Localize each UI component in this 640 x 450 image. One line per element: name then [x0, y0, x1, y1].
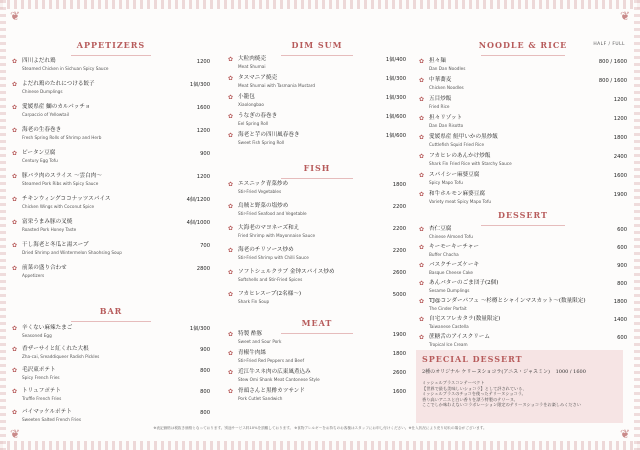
menu-item	[228, 388, 406, 402]
menu-item	[419, 298, 627, 312]
decorative-border-right	[634, 0, 640, 450]
item-name-jp: タスマニア焼売	[238, 75, 278, 81]
item-name-en: Dried Shrimp and Wintermelon Shaohsing Soup	[22, 250, 122, 255]
item-name-jp: 五目炒飯	[429, 96, 452, 102]
lotus-flower-icon: ✿	[228, 75, 234, 82]
corner-ornament-icon: ❦	[619, 9, 630, 23]
menu-item	[228, 113, 406, 127]
section-title: BAR	[99, 306, 123, 316]
right-column	[419, 28, 627, 348]
item-name-jp: 大海老のマヨネーズ和え	[238, 225, 300, 231]
lotus-flower-icon: ✿	[419, 58, 425, 65]
menu-item	[12, 367, 210, 381]
item-name-jp: 愛媛県産 鰤のカルパッチョ	[22, 104, 91, 110]
item-price: 4個/1200	[186, 197, 210, 203]
item-price: 600	[617, 335, 627, 341]
item-price: 5000	[392, 292, 406, 298]
menu-item	[12, 265, 210, 279]
item-name-en: Buffer Chacha	[429, 252, 459, 257]
lotus-flower-icon: ✿	[419, 262, 425, 269]
item-price: 1400	[613, 317, 627, 323]
menu-item	[12, 104, 210, 118]
menu-item	[228, 132, 406, 146]
item-name-en: Fresh Spring Rolls of Shrimp and Herb	[22, 135, 102, 140]
item-name-en: Sesame Dumplings	[429, 288, 470, 293]
lotus-flower-icon: ✿	[419, 115, 425, 122]
item-name-jp: 大粒肉焼売	[238, 56, 266, 62]
section-title: DESSERT	[498, 210, 548, 220]
item-name-en: Zha-cai, Sreaddiqueer Radish Pickles	[22, 354, 100, 359]
menu-item	[228, 350, 406, 364]
description-line: ここでしか味わえないコラボレーション限定のテリーヌショコラをお楽しみください	[422, 402, 581, 408]
menu-item	[12, 173, 210, 187]
item-name-jp: 骨頭さんと黒酢カツサンド	[238, 388, 305, 394]
description-line: ミッシェルブラスコンテーベクト	[422, 380, 485, 385]
item-price: 900	[200, 347, 210, 353]
item-name-en: Stir-Fried Red Peppers and Beef	[238, 358, 305, 363]
section-divider	[12, 318, 210, 324]
section-title: MEAT	[301, 318, 333, 328]
item-price: 800 / 1600	[598, 59, 627, 65]
menu-item	[228, 369, 406, 383]
item-price: 600	[617, 227, 627, 233]
footer-note: ※表記価格は税抜き価格となっております。別途サービス料10%を頂戴しております。 ※食物アレルギーをお持ちのお客様はスタッフにお申し付けください。※仕入状況により売り切れの場合がございます。	[153, 426, 487, 430]
item-price: 800	[200, 368, 210, 374]
item-name-en: Variety meat Spicy Mapo Tofu	[429, 199, 492, 204]
lotus-flower-icon: ✿	[12, 58, 18, 65]
menu-item	[12, 325, 210, 339]
item-price: 1個/300	[385, 76, 406, 82]
special-dessert-box	[416, 350, 623, 423]
item-price: 2200	[392, 248, 406, 254]
lotus-flower-icon: ✿	[419, 134, 425, 141]
item-name-jp: 青椒牛肉絲	[238, 350, 266, 356]
menu-item	[228, 225, 406, 239]
item-price: 1900	[613, 192, 627, 198]
lotus-flower-icon: ✿	[228, 291, 234, 298]
item-price: 800	[617, 281, 627, 287]
middle-column	[228, 28, 406, 428]
item-name-jp: 前菜の盛り合わせ	[22, 265, 67, 271]
item-name-jp: 中華蕎麦	[429, 77, 452, 83]
item-price: 1800	[613, 299, 627, 305]
lotus-flower-icon: ✿	[228, 113, 234, 120]
item-name-jp: 辛くない麻辣たまご	[22, 325, 73, 331]
item-name-en: Steamed Chicken in Sichuan Spicy Sauce	[22, 66, 109, 71]
decorative-border-bottom	[0, 441, 640, 450]
item-price: 700	[200, 243, 210, 249]
item-name-en: Pork Cutlet Sandwich	[238, 396, 283, 401]
item-name-en: Chinese Dumplings	[22, 89, 63, 94]
item-name-en: Meat Shumai	[238, 64, 266, 69]
item-name-en: Stew Omi Shank Meat Cantonese Style	[238, 377, 320, 382]
item-name-jp: チキンウィングココナッツスパイス	[22, 196, 111, 202]
item-price: 1個/400	[385, 57, 406, 63]
menu-item	[419, 262, 627, 276]
description-line: 【世界で最も美味しいショコラ】として評されている、	[422, 385, 527, 391]
menu-item	[12, 150, 210, 164]
item-price: 1800	[392, 351, 406, 357]
menu-item	[419, 244, 627, 258]
section-title: FISH	[303, 163, 331, 173]
lotus-flower-icon: ✿	[228, 247, 234, 254]
lotus-flower-icon: ✿	[228, 56, 234, 63]
item-name-jp: 担々リゾット	[429, 115, 463, 121]
lotus-flower-icon: ✿	[12, 150, 18, 157]
section-title: APPETIZERS	[76, 40, 146, 50]
lotus-flower-icon: ✿	[228, 94, 234, 101]
menu-item	[419, 77, 627, 91]
item-name-en: Stir-Fried Shrimp with Chilli Sauce	[238, 255, 309, 260]
lotus-flower-icon: ✿	[228, 269, 234, 276]
lotus-flower-icon: ✿	[228, 132, 234, 139]
item-price: 2600	[392, 370, 406, 376]
lotus-flower-icon: ✿	[12, 265, 18, 272]
special-dessert-title: SPECIAL DESSERT	[422, 354, 523, 364]
item-price: 800	[200, 410, 210, 416]
lotus-flower-icon: ✿	[228, 181, 234, 188]
item-price: 1200	[196, 174, 210, 180]
lotus-flower-icon: ✿	[228, 331, 234, 338]
item-name-jp: 杏仁豆腐	[429, 226, 452, 232]
item-name-en: Truffle French Fries	[22, 396, 62, 401]
item-name-jp: 和牛ホルモン麻婆豆腐	[429, 191, 485, 197]
item-price: 900	[200, 151, 210, 157]
item-name-en: Shark Fin Soup	[238, 299, 270, 304]
item-price: 900	[617, 263, 627, 269]
item-name-en: Fried Rice	[429, 104, 450, 109]
item-price: 1個/300	[189, 326, 210, 332]
item-name-jp: スパイシー麻婆豆腐	[429, 172, 480, 178]
menu-item	[12, 58, 210, 72]
item-name-jp: 海老と芋の四川風春巻き	[238, 132, 300, 138]
item-name-en: Appetizers	[22, 273, 45, 278]
item-name-en: Softshells and Stir-Fried Spices	[238, 277, 303, 282]
item-name-jp: 烏賊と野菜の塩炒め	[238, 203, 289, 209]
menu-item	[419, 115, 627, 129]
menu-item	[228, 181, 406, 195]
lotus-flower-icon: ✿	[419, 96, 425, 103]
description-line: 香り高いアニスと白い香りを漂う特製のテリーヌ。	[422, 396, 518, 402]
lotus-flower-icon: ✿	[419, 77, 425, 84]
lotus-flower-icon: ✿	[12, 81, 18, 88]
item-price: 1200	[196, 128, 210, 134]
menu-item	[419, 316, 627, 330]
menu-item	[419, 226, 627, 240]
item-name-jp: パイマッケルポテト	[22, 409, 72, 415]
item-price: 1200	[196, 59, 210, 65]
item-name-en: Spicy Mapo Tofu	[429, 180, 463, 185]
lotus-flower-icon: ✿	[419, 298, 425, 305]
item-name-jp: 毛沢東ポテト	[22, 367, 56, 373]
lotus-flower-icon: ✿	[12, 219, 18, 226]
left-column	[12, 28, 210, 428]
lotus-flower-icon: ✿	[12, 409, 18, 416]
lotus-flower-icon: ✿	[419, 334, 425, 341]
item-name-jp: 干し海老と冬瓜と湯スープ	[22, 242, 89, 248]
menu-item	[12, 346, 210, 360]
corner-ornament-icon: ❦	[619, 427, 630, 441]
item-name-en: Century Egg Tofu	[22, 158, 58, 163]
item-name-en: Dan Dan Risotto	[429, 123, 464, 128]
item-price: 800 / 1600	[598, 78, 627, 84]
item-price: 1600	[392, 389, 406, 395]
menu-item	[228, 203, 406, 217]
lotus-flower-icon: ✿	[419, 153, 425, 160]
item-name-jp: TJ@コンダーパフェ 〜杉樽とシャインマスカット〜(数量限定)	[429, 298, 586, 304]
item-name-en: Steamed Pork Ribs with Spicy Sauce	[22, 181, 99, 186]
decorative-border-top	[0, 0, 640, 9]
item-price: 1200	[613, 116, 627, 122]
item-name-jp: 海老の生春巻き	[22, 127, 62, 133]
menu-item	[228, 94, 406, 108]
item-name-jp: トリュフポテト	[22, 388, 61, 394]
item-name-jp: 小籠包	[238, 94, 255, 100]
menu-item	[12, 242, 210, 256]
item-name-en: Fried Shrimp with Mayonnaise Sauce	[238, 233, 316, 238]
menu-item	[228, 331, 406, 345]
item-name-jp: 愛媛県産 鮭甲いかの黒炒飯	[429, 134, 498, 140]
item-name-en: Sweet Fish Spring Roll	[238, 140, 285, 145]
lotus-flower-icon: ✿	[419, 226, 425, 233]
lotus-flower-icon: ✿	[228, 350, 234, 357]
menu-item	[12, 219, 210, 233]
special-dessert-description	[422, 380, 617, 408]
item-price: 2400	[613, 154, 627, 160]
corner-ornament-icon: ❦	[10, 427, 21, 441]
lotus-flower-icon: ✿	[12, 127, 18, 134]
item-price: 1800	[392, 182, 406, 188]
item-name-jp: 自宅スフレカタラ(数量限定)	[429, 316, 501, 322]
item-name-jp: うなぎの春巻き	[238, 113, 278, 119]
item-price: 2200	[392, 204, 406, 210]
menu-item	[228, 269, 406, 283]
lotus-flower-icon: ✿	[228, 225, 234, 232]
item-price: 4個/1000	[186, 220, 210, 226]
menu-item	[12, 81, 210, 95]
special-dessert-name: 2種のオリジナル ケリーヌショコラ(アニス・ジャスミン)	[422, 369, 550, 375]
item-name-en: Shark Fin Fried Rice with Starchy Sauce	[429, 161, 512, 166]
item-price: 1個/300	[189, 82, 210, 88]
lotus-flower-icon: ✿	[12, 367, 18, 374]
menu-item	[419, 191, 627, 205]
menu-item	[12, 127, 210, 141]
lotus-flower-icon: ✿	[12, 242, 18, 249]
menu-item	[419, 58, 627, 72]
lotus-flower-icon: ✿	[12, 325, 18, 332]
item-price: 1個/300	[385, 95, 406, 101]
lotus-flower-icon: ✿	[12, 346, 18, 353]
lotus-flower-icon: ✿	[419, 191, 425, 198]
item-name-jp: ソフトシェルクラブ 金钟スパイス炒め	[238, 269, 335, 275]
menu-item	[228, 291, 406, 305]
lotus-flower-icon: ✿	[12, 196, 18, 203]
menu-item	[12, 409, 210, 423]
item-name-en: Roasted Pork Honey Taste	[22, 227, 77, 232]
item-name-jp: 香ザーサイと紅くれた大根	[22, 346, 89, 352]
item-name-jp: エスニック青菜炒め	[238, 181, 289, 187]
item-name-en: Basque Cheese Cake	[429, 270, 474, 275]
menu-item	[419, 334, 627, 348]
item-name-en: Meat Shumai with Tasmania Mustard	[238, 83, 315, 88]
menu-item	[419, 172, 627, 186]
item-name-jp: 海老のチリソース炒め	[238, 247, 294, 253]
lotus-flower-icon: ✿	[419, 316, 425, 323]
item-name-jp: 特製 酢豚	[238, 331, 263, 337]
lotus-flower-icon: ✿	[12, 388, 18, 395]
menu-item	[228, 56, 406, 70]
item-name-jp: 近江牛スネ肉の広東風煮込み	[238, 369, 311, 375]
item-name-en: Stir-Fried Vegetables	[238, 189, 282, 194]
item-name-en: Carpaccio of Yellowtail	[22, 112, 69, 117]
item-name-jp: あんバターのごま団子(2個)	[429, 280, 499, 286]
section-title: DIM SUM	[291, 40, 343, 50]
item-name-en: Eel Spring Roll	[238, 121, 269, 126]
item-name-en: Xiaolongbao	[238, 102, 264, 107]
menu-item	[419, 96, 627, 110]
menu-item	[419, 134, 627, 148]
item-name-jp: キーモーキーチャー	[429, 244, 479, 250]
menu-item	[12, 388, 210, 402]
menu-item	[419, 153, 627, 167]
item-price: 1800	[613, 135, 627, 141]
item-price: 1200	[613, 97, 627, 103]
menu-item	[12, 196, 210, 210]
item-price: 1600	[613, 173, 627, 179]
item-name-jp: 豚バラ肉のスライス 〜雲白肉〜	[22, 173, 102, 179]
special-dessert-price: 1000 / 1600	[555, 369, 586, 375]
description-line: ミッシェルブラスのチョコを使ったテリーヌショコラ。	[422, 391, 526, 397]
item-name-jp: ピータン豆腐	[22, 150, 56, 156]
item-name-en: Stir-Fried Seafood and Vegetable	[238, 211, 307, 216]
lotus-flower-icon: ✿	[228, 388, 234, 395]
item-name-jp: 富栄うまみ豚の叉焼	[22, 219, 73, 225]
item-name-en: Seasoned Egg	[22, 333, 52, 338]
menu-item	[228, 75, 406, 89]
lotus-flower-icon: ✿	[419, 172, 425, 179]
item-price: 800	[200, 389, 210, 395]
lotus-flower-icon: ✿	[12, 104, 18, 111]
item-name-en: Sweet and Sour Pork	[238, 339, 282, 344]
item-name-en: Cuttlefish Squid Fried Rice	[429, 142, 485, 147]
item-name-en: Chinese Almond Tofu	[429, 234, 473, 239]
corner-ornament-icon: ❦	[10, 9, 21, 23]
lotus-flower-icon: ✿	[12, 173, 18, 180]
menu-item	[419, 280, 627, 294]
item-name-en: The Cinder Parfait	[429, 306, 467, 311]
lotus-flower-icon: ✿	[419, 244, 425, 251]
item-price: 1900	[392, 332, 406, 338]
item-name-jp: バスクチーズケーキ	[429, 262, 480, 268]
item-name-jp: 担々麺	[429, 58, 446, 64]
section-title: NOODLE & RICE	[478, 40, 568, 50]
item-name-jp: フカヒレのあんかけ炒飯	[429, 153, 491, 159]
item-price: 1600	[196, 105, 210, 111]
item-price: 2600	[392, 270, 406, 276]
item-name-en: Chicken Wings with Coconut Spice	[22, 204, 95, 209]
lotus-flower-icon: ✿	[419, 280, 425, 287]
item-name-jp: よだれ鶏のたれにつける餃子	[22, 81, 95, 87]
half-full-label: HALF / FULL	[593, 42, 625, 47]
item-price: 600	[617, 245, 627, 251]
decorative-border-left	[0, 0, 6, 450]
item-name-en: Sweeten Salted French Fries	[22, 417, 82, 422]
special-dessert-item	[422, 368, 586, 375]
item-name-en: Chicken Noodles	[429, 85, 464, 90]
item-name-jp: フカヒレスープ(2名様〜)	[238, 291, 302, 297]
item-name-jp: 蔗糖舌のアイスクリーム	[429, 334, 490, 340]
item-name-en: Spicy French Fries	[22, 375, 60, 380]
item-name-en: Dan Dan Noodles	[429, 66, 466, 71]
item-price: 1個/600	[385, 133, 406, 139]
item-name-en: Taiwanese Castella	[429, 324, 469, 329]
item-name-jp: 四川よだれ鶏	[22, 58, 56, 64]
lotus-flower-icon: ✿	[228, 203, 234, 210]
item-price: 2800	[196, 266, 210, 272]
lotus-flower-icon: ✿	[228, 369, 234, 376]
item-price: 2200	[392, 226, 406, 232]
item-price: 1個/600	[385, 114, 406, 120]
item-name-en: Tropical Ice Cream	[429, 342, 468, 347]
menu-item	[228, 247, 406, 261]
